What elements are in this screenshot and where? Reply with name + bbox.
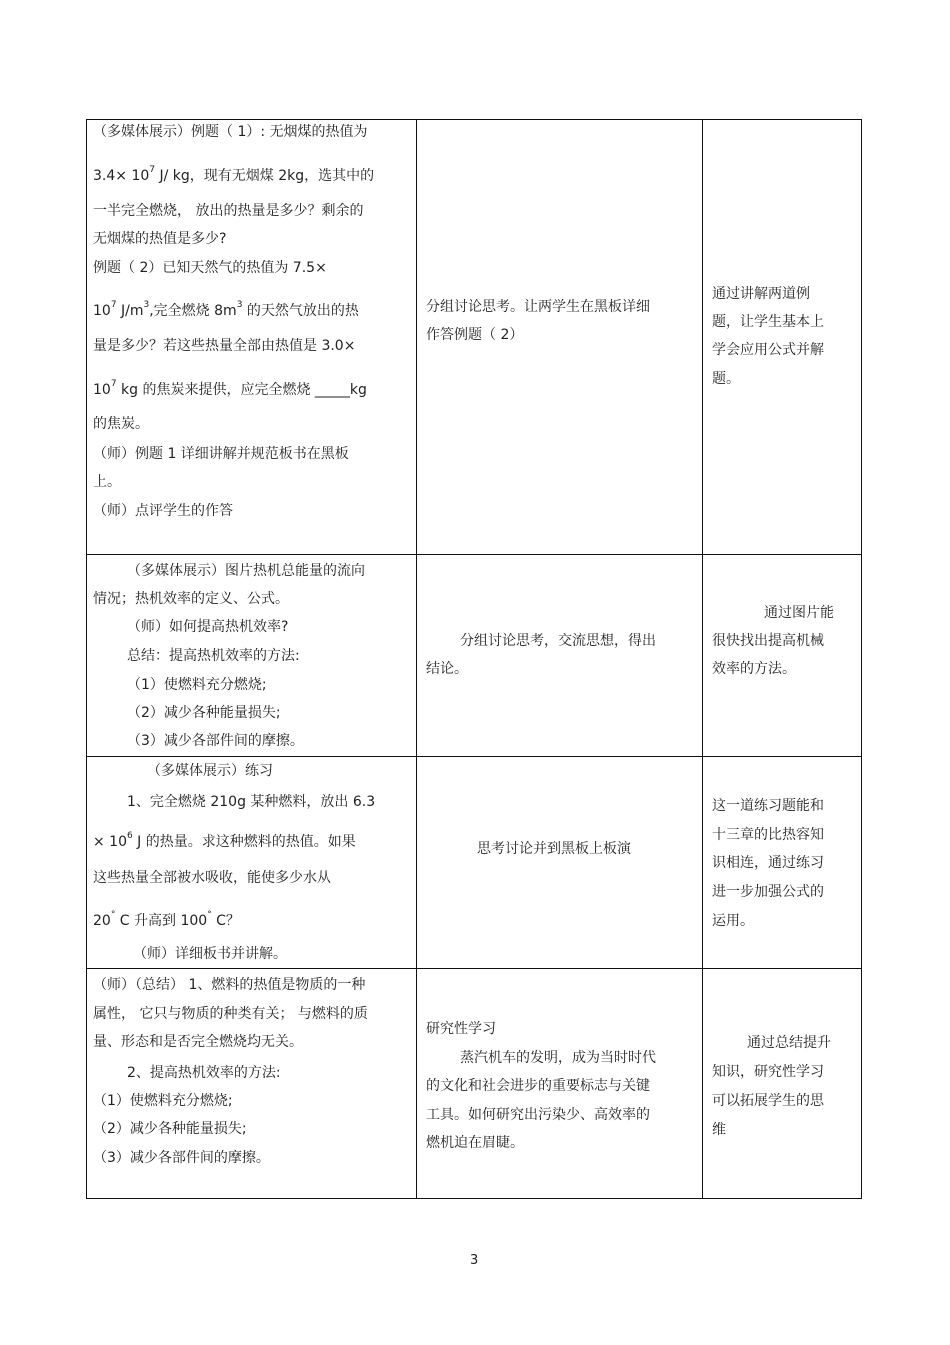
intent-line: 维	[712, 1122, 726, 1138]
content-line: $10^7$ $J/m^3$,完全燃烧 $8m^3$ 的天然气放出的热	[93, 300, 359, 319]
table-border-bottom	[86, 1198, 862, 1199]
content-line: （师）点评学生的作答	[93, 503, 233, 519]
content-line: 上。	[93, 474, 121, 490]
activity-line: 的文化和社会进步的重要标志与关键	[426, 1078, 650, 1094]
content-line: （1）使燃料充分燃烧;	[127, 677, 267, 693]
intent-line: 题，让学生基本上	[712, 314, 824, 330]
page-number: 3	[470, 1253, 479, 1268]
activity-line: 工具。如何研究出污染少、高效率的	[426, 1107, 650, 1123]
content-line: 量、形态和是否完全燃烧均无关。	[93, 1034, 303, 1050]
intent-line: 识相连，通过练习	[712, 855, 824, 871]
activity-line: 作答例题（ 2）	[426, 327, 524, 343]
content-line: （3）减少各部件间的摩擦。	[127, 733, 304, 749]
content-line: $10^7$ kg 的焦炭来提供，应完全燃烧 _____kg	[93, 379, 367, 398]
content-line: 属性， 它只与物质的种类有关； 与燃料的质	[93, 1006, 368, 1022]
table-border-left	[86, 119, 87, 1199]
intent-line: 通过总结提升	[747, 1035, 831, 1051]
content-line: 一半完全燃烧， 放出的热量是多少？剩余的	[93, 203, 364, 219]
column-divider	[702, 119, 703, 1199]
intent-line: 通过讲解两道例	[712, 286, 810, 302]
activity-line: 分组讨论思考。让两学生在黑板详细	[426, 299, 650, 315]
intent-line: 很快找出提高机械	[712, 633, 824, 649]
intent-line: 十三章的比热容知	[712, 827, 824, 843]
activity-line: 分组讨论思考，交流思想，得出	[460, 633, 656, 649]
intent-line: 知识，研究性学习	[712, 1064, 824, 1080]
content-line: $3.4\times 10^7$ J/ kg，现有无烟煤 2kg，选其中的	[93, 165, 375, 184]
content-line: 1、完全燃烧 210g 某种燃料，放出 6.3	[127, 794, 376, 810]
content-line: 20° C 升高到 100° C？	[93, 910, 240, 929]
row-divider	[86, 554, 862, 555]
intent-line: 通过图片能	[764, 605, 834, 621]
intent-line: 进一步加强公式的	[712, 884, 824, 900]
content-line: （师）（总结） 1、燃料的热值是物质的一种	[93, 977, 366, 993]
table-border-top	[86, 119, 862, 120]
content-line: 2、提高热机效率的方法:	[127, 1065, 281, 1081]
content-line: （师）例题 1 详细讲解并规范板书在黑板	[93, 446, 349, 462]
content-line: × $10^6$ J 的热量。求这种燃料的热值。如果	[93, 831, 356, 850]
intent-line: 这一道练习题能和	[712, 798, 824, 814]
intent-line: 题。	[712, 371, 740, 387]
content-line: 这些热量全部被水吸收，能使多少水从	[93, 870, 331, 886]
content-line: （多媒体展示）练习	[147, 763, 273, 779]
content-line: （2）减少各种能量损失;	[93, 1121, 247, 1137]
content-line: （1）使燃料充分燃烧;	[93, 1093, 233, 1109]
activity-line: 思考讨论并到黑板上板演	[477, 841, 631, 857]
row-divider	[86, 756, 862, 757]
intent-line: 学会应用公式并解	[712, 342, 824, 358]
content-line: （多媒体展示）图片热机总能量的流向	[127, 563, 365, 579]
intent-line: 运用。	[712, 913, 754, 929]
table-border-right	[861, 119, 862, 1199]
content-line: （2）减少各种能量损失;	[127, 705, 281, 721]
intent-line: 可以拓展学生的思	[712, 1093, 824, 1109]
activity-line: 蒸汽机车的发明，成为当时时代	[460, 1050, 656, 1066]
content-line: （师）详细板书并讲解。	[133, 946, 287, 962]
content-line: （3）减少各部件间的摩擦。	[93, 1150, 270, 1166]
content-line: （师）如何提高热机效率?	[127, 619, 289, 635]
content-line: 情况；热机效率的定义、公式。	[93, 591, 289, 607]
content-line: 例题（ 2）已知天然气的热值为 7.5×	[93, 260, 327, 276]
activity-line: 燃机迫在眉睫。	[426, 1135, 524, 1151]
content-line: （多媒体展示）例题（ 1）: 无烟煤的热值为	[93, 124, 368, 140]
column-divider	[416, 119, 417, 1199]
content-line: 的焦炭。	[93, 416, 149, 432]
row-divider	[86, 968, 862, 969]
intent-line: 效率的方法。	[712, 661, 796, 677]
activity-line: 研究性学习	[426, 1021, 496, 1037]
content-line: 量是多少？若这些热量全部由热值是 3.0×	[93, 338, 356, 354]
content-line: 无烟煤的热值是多少?	[93, 231, 227, 247]
content-line: 总结：提高热机效率的方法:	[127, 648, 300, 664]
activity-line: 结论。	[426, 661, 468, 677]
